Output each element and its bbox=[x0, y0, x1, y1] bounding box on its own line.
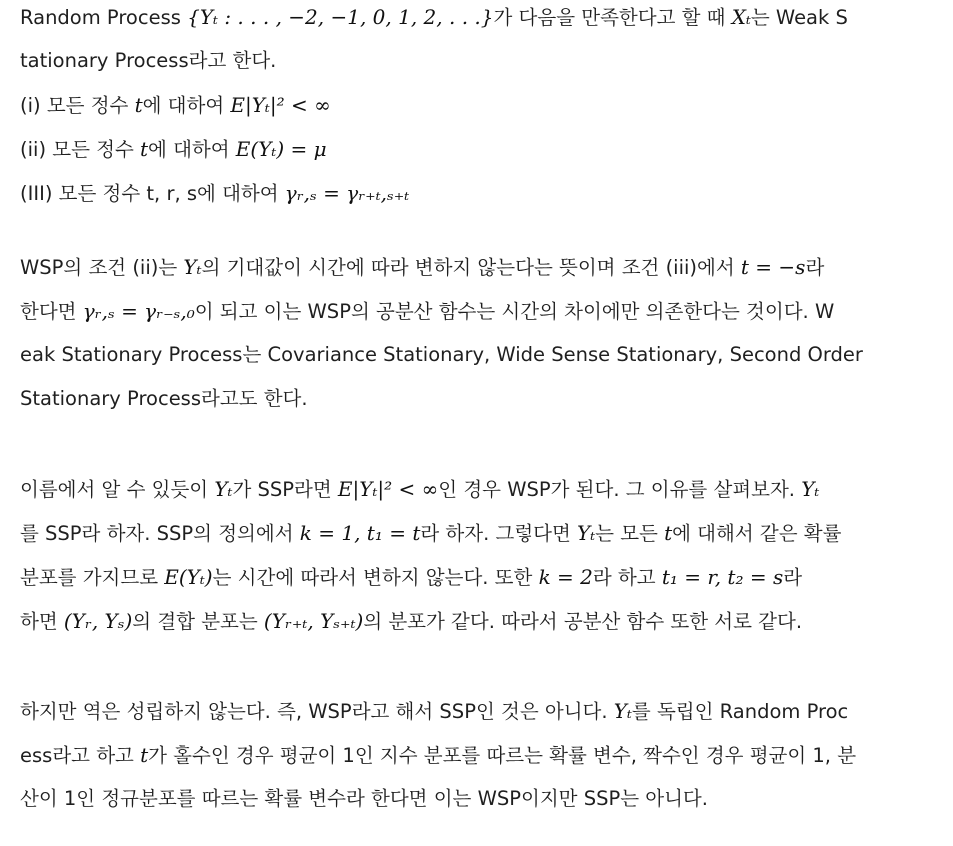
math-expression: {Yₜ : . . . , −2, −1, 0, 1, 2, . . .} bbox=[187, 5, 494, 29]
text-segment: 의 분포가 같다. 따라서 공분산 함수 또한 서로 같다. bbox=[363, 610, 803, 633]
text-segment: (III) 모든 정수 t, r, s에 대하여 bbox=[20, 182, 285, 205]
text-segment: 한다면 bbox=[20, 300, 83, 323]
math-expression: k = 1, t₁ = t bbox=[299, 521, 421, 545]
math-expression: t bbox=[140, 137, 149, 161]
text-segment: 가 SSP라면 bbox=[232, 478, 338, 501]
text-line bbox=[20, 475, 935, 503]
text-line bbox=[20, 341, 935, 369]
text-segment: Random Process bbox=[20, 6, 188, 29]
math-expression: k = 2 bbox=[538, 565, 593, 589]
text-segment: 에 대해서 같은 확률 bbox=[672, 522, 842, 545]
math-expression: Yₜ bbox=[613, 699, 632, 723]
math-expression: (Yᵣ, Yₛ) bbox=[63, 609, 133, 633]
text-segment: 를 SSP라 하자. SSP의 정의에서 bbox=[20, 522, 300, 545]
text-line bbox=[20, 179, 935, 207]
text-line bbox=[20, 135, 935, 163]
text-line bbox=[20, 3, 935, 31]
text-line bbox=[20, 297, 935, 325]
text-line bbox=[20, 47, 935, 75]
text-segment: 이 되고 이는 WSP의 공분산 함수는 시간의 차이에만 의존한다는 것이다. W bbox=[194, 300, 835, 323]
text-segment: 는 시간에 따라서 변하지 않는다. 또한 bbox=[212, 566, 539, 589]
text-segment: 가 다음을 만족한다고 할 때 bbox=[493, 6, 732, 29]
math-expression: E(Yₜ) = μ bbox=[235, 137, 327, 161]
math-expression: E|Yₜ|² < ∞ bbox=[230, 93, 331, 117]
text-segment: 에 대하여 bbox=[142, 94, 231, 117]
math-expression: E|Yₜ|² < ∞ bbox=[337, 477, 439, 501]
text-line bbox=[20, 607, 935, 635]
math-expression: Yₜ bbox=[183, 255, 202, 279]
text-line bbox=[20, 697, 935, 725]
math-expression: t bbox=[134, 93, 143, 117]
math-expression: t bbox=[664, 521, 673, 545]
text-segment: Stationary Process라고도 한다. bbox=[20, 387, 308, 410]
text-segment: 라 bbox=[805, 256, 825, 279]
text-segment: 가 홀수인 경우 평균이 1인 지수 분포를 따르는 확률 변수, 짝수인 경우 평균이 1, 분 bbox=[148, 744, 857, 767]
math-expression: (Yᵣ₊ₜ, Yₛ₊ₜ) bbox=[263, 609, 364, 633]
text-segment: 의 기대값이 시간에 따라 변하지 않는다는 뜻이며 조건 (iii)에서 bbox=[201, 256, 741, 279]
text-segment: (i) 모든 정수 bbox=[20, 94, 135, 117]
text-segment: 분포를 가지므로 bbox=[20, 566, 165, 589]
text-line bbox=[20, 519, 935, 547]
text-segment: 하지만 역은 성립하지 않는다. 즉, WSP라고 해서 SSP인 것은 아니다. bbox=[20, 700, 614, 723]
text-segment: 라 하자. 그렇다면 bbox=[420, 522, 578, 545]
text-segment: 를 독립인 Random Proc bbox=[631, 700, 849, 723]
text-segment: 라 하고 bbox=[592, 566, 662, 589]
text-segment: tationary Process라고 한다. bbox=[20, 49, 277, 72]
math-expression: t = −s bbox=[740, 255, 806, 279]
text-segment: (ii) 모든 정수 bbox=[20, 138, 140, 161]
math-expression: Xₜ bbox=[731, 5, 751, 29]
text-segment: 이름에서 알 수 있듯이 bbox=[20, 478, 215, 501]
text-line bbox=[20, 253, 935, 281]
text-segment: eak Stationary Process는 Covariance Stationary, Wide Sense Stationary, Second Order bbox=[20, 343, 863, 366]
text-segment: 는 모든 bbox=[595, 522, 665, 545]
text-segment: 에 대하여 bbox=[148, 138, 236, 161]
text-segment: 산이 1인 정규분포를 따르는 확률 변수라 한다면 이는 WSP이지만 SSP는 아니다. bbox=[20, 787, 708, 810]
text-segment: 의 결합 분포는 bbox=[132, 610, 264, 633]
math-expression: E(Yₜ) bbox=[164, 565, 213, 589]
math-expression: γᵣ,ₛ = γᵣ₋ₛ,₀ bbox=[82, 299, 195, 323]
text-segment: 라 bbox=[783, 566, 803, 589]
text-segment: 는 Weak S bbox=[750, 6, 848, 29]
math-expression: t bbox=[140, 743, 149, 767]
math-expression: Yₜ bbox=[214, 477, 233, 501]
text-line bbox=[20, 385, 935, 413]
text-segment: 인 경우 WSP가 된다. 그 이유를 살펴보자. bbox=[438, 478, 802, 501]
math-expression: Yₜ bbox=[577, 521, 596, 545]
text-line bbox=[20, 91, 935, 119]
text-line bbox=[20, 785, 935, 813]
text-segment: 하면 bbox=[20, 610, 64, 633]
text-segment: ess라고 하고 bbox=[20, 744, 141, 767]
text-line bbox=[20, 563, 935, 591]
text-line bbox=[20, 741, 935, 769]
text-segment: WSP의 조건 (ii)는 bbox=[20, 256, 184, 279]
math-expression: Yₜ bbox=[801, 477, 820, 501]
math-expression: t₁ = r, t₂ = s bbox=[661, 565, 784, 589]
math-expression: γᵣ,ₛ = γᵣ₊ₜ,ₛ₊ₜ bbox=[284, 181, 410, 205]
